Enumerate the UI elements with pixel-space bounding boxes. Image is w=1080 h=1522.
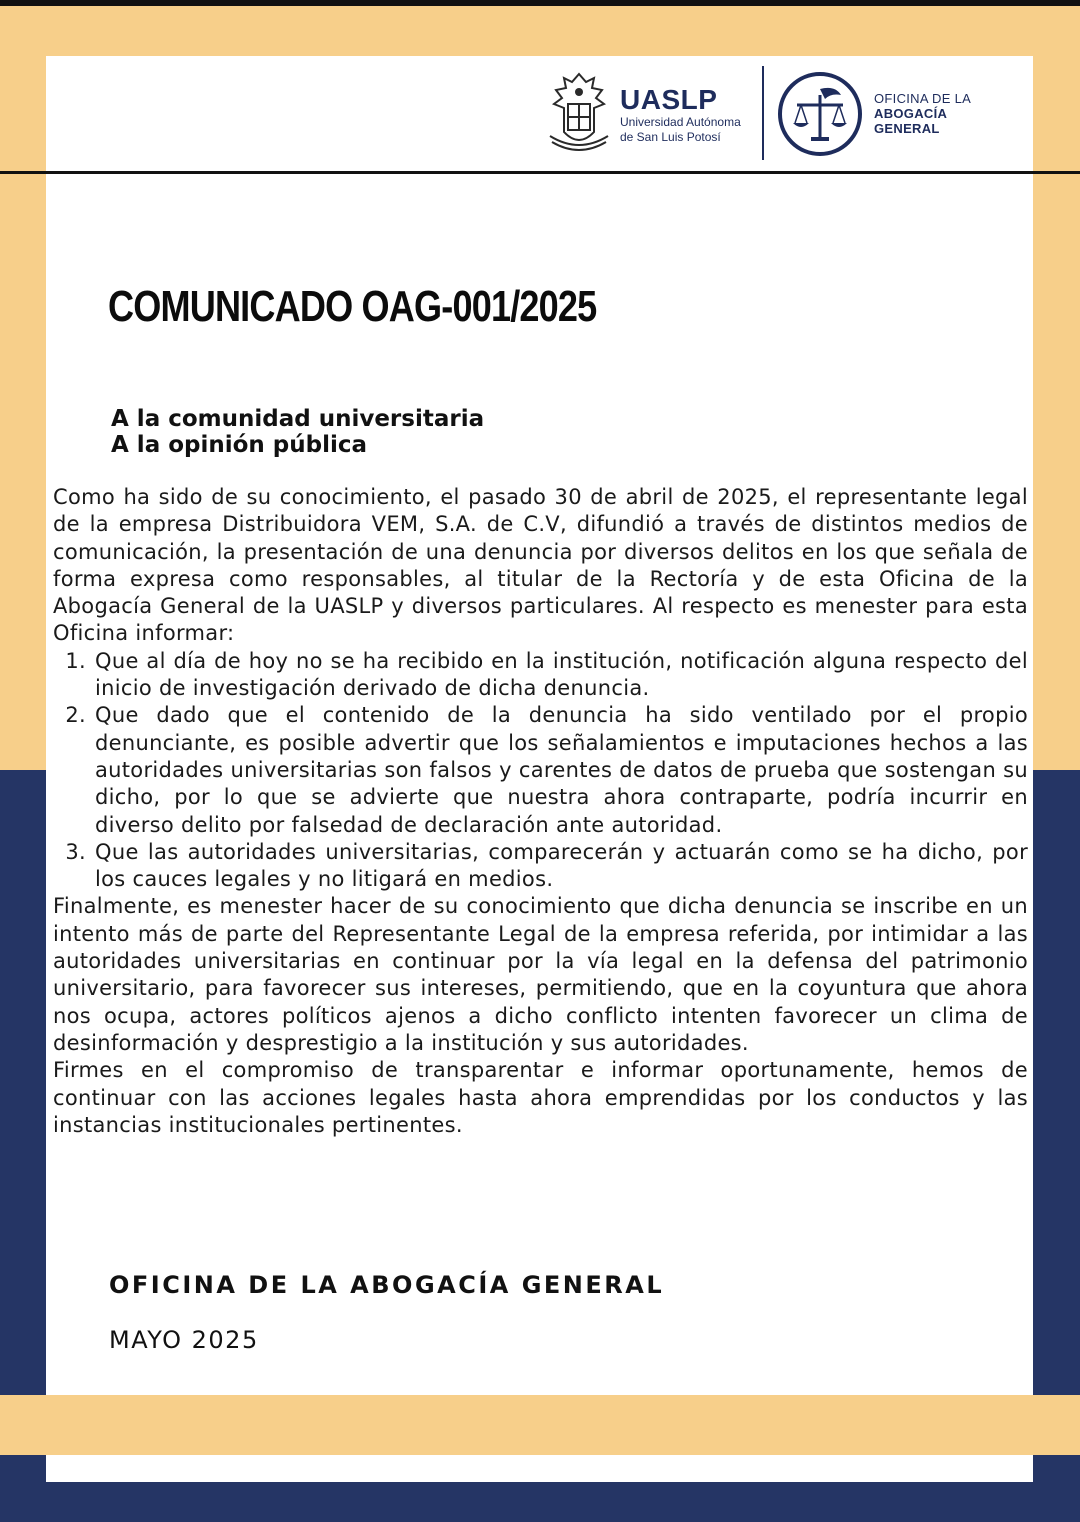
top-border [0, 0, 1080, 6]
oag-line-2: ABOGACÍA [874, 106, 948, 121]
uaslp-wordmark [620, 86, 741, 144]
oag-line-1: OFICINA DE LA [874, 91, 972, 106]
addressee-1: A la comunidad universitaria [111, 406, 485, 432]
logo-divider [762, 66, 764, 160]
oag-wordmark [874, 91, 971, 136]
intro-paragraph: Como ha sido de su conocimiento, el pasado 30 de abril de 2025, el representante legal de la empresa Distribuidora VEM, S.A. de C.V, difundió a través de distintos medios de comunicación, la presentación de una denuncia por diversos delitos en los que señala de forma expresa como responsables, al titular de la Rectoría y de esta Oficina de la Abogacía General de la UASLP y diversos particulares. Al respecto es menester para esta Oficina informar: [53, 485, 1028, 646]
uaslp-subtitle-line-2: de San Luis Potosí [620, 130, 721, 144]
uaslp-crest-icon [544, 70, 614, 154]
document-date: MAYO 2025 [109, 1326, 259, 1354]
uaslp-title: UASLP [620, 84, 718, 115]
list-item: 3. Que las autoridades universitarias, comparecerán y actuarán como se ha dicho, por los cauces legales y no litigará en medios. [93, 839, 1028, 894]
signature: OFICINA DE LA ABOGACÍA GENERAL [109, 1271, 665, 1299]
list-item: 2. Que dado que el contenido de la denuncia ha sido ventilado por el propio denunciante, es posible advertir que los señalamientos e imputaciones hechos a las autoridades universitarias son falsos y carentes de datos de prueba que sostengan su dicho, por lo que se advierte que nuestra ahora contraparte, podría incurrir en diverso delito por falsedad de declaración ante autoridad. [93, 702, 1028, 838]
conclusion-paragraph: Finalmente, es menester hacer de su conocimiento que dicha denuncia se inscribe en un intento más de parte del Representante Legal de la empresa referida, por intimidar a las autoridades universitarias en continuar por la vía legal en la defensa del patrimonio universitario, para favorecer sus intereses, permitiendo, que en la coyuntura que ahora nos ocupa, actores políticos ajenos a dicho conflicto intenten favorecer un clima de desinformación y desprestigio a la institución y sus autoridades. [53, 894, 1028, 1055]
letterhead [46, 56, 1033, 172]
bottom-white-strip [46, 1455, 1033, 1482]
addressee-2: A la opinión pública [111, 432, 368, 458]
document-body [53, 484, 1028, 1139]
oag-line-3: GENERAL [874, 121, 940, 136]
page-title: COMUNICADO OAG-001/2025 [108, 282, 597, 331]
uaslp-subtitle-line-1: Universidad Autónoma [620, 115, 741, 129]
scales-of-justice-icon [777, 71, 863, 157]
list-item: 1. Que al día de hoy no se ha recibido en la institución, notificación alguna respecto del inicio de investigación derivado de dicha denuncia. [93, 648, 1028, 703]
addressees [111, 406, 484, 458]
points-list [53, 648, 1028, 894]
document-page [46, 174, 1033, 1395]
bottom-gold-band [0, 1395, 1080, 1455]
closing-paragraph: Firmes en el compromiso de transparentar e informar oportunamente, hemos de continuar con las acciones legales hasta ahora emprendidas por los conductos y las instancias institucionales pertinentes. [53, 1058, 1028, 1137]
